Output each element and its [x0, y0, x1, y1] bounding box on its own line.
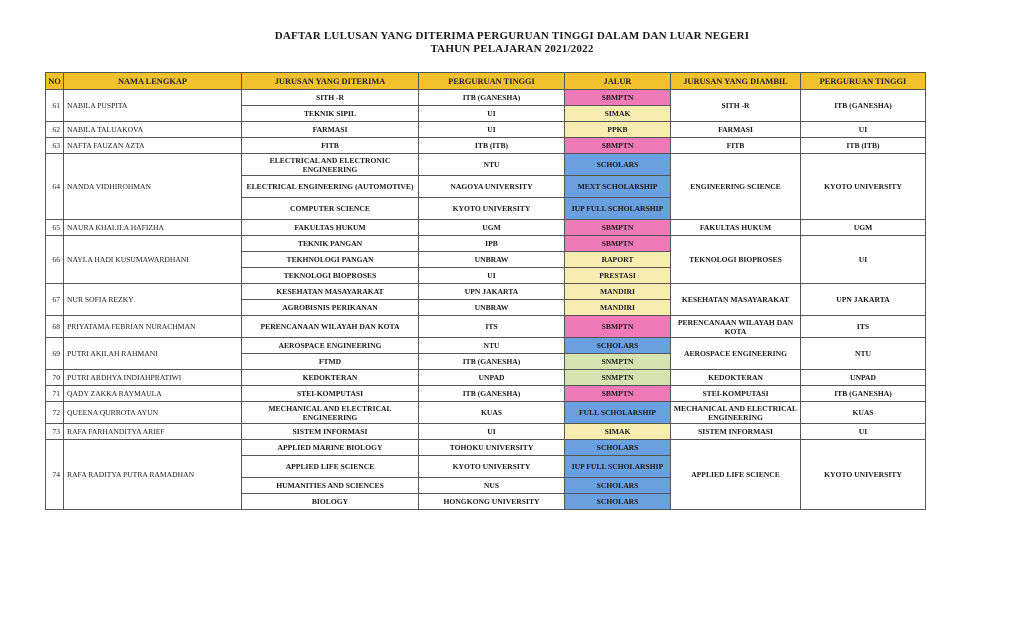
cell-jurusan-diambil: TEKNOLOGI BIOPROSES — [671, 236, 801, 284]
cell-pt-diambil: KUAS — [801, 402, 926, 424]
cell-jurusan-diterima: TEKNIK SIPIL — [242, 106, 419, 122]
cell-perguruan-tinggi: UI — [419, 106, 565, 122]
cell-perguruan-tinggi: UI — [419, 122, 565, 138]
cell-jalur: MANDIRI — [565, 300, 671, 316]
header-no: NO — [46, 73, 64, 90]
header-perguruan-tinggi-diambil: PERGURUAN TINGGI — [801, 73, 926, 90]
cell-jurusan-diterima: SITH -R — [242, 90, 419, 106]
cell-jurusan-diterima: APPLIED MARINE BIOLOGY — [242, 440, 419, 456]
cell-no: 71 — [46, 386, 64, 402]
table-body — [46, 90, 926, 510]
table-row — [46, 122, 926, 138]
cell-nama: PUTRI AKILAH RAHMANI — [64, 338, 242, 370]
cell-perguruan-tinggi: UI — [419, 424, 565, 440]
cell-nama: NAURA KHALILA HAFIZHA — [64, 220, 242, 236]
cell-no: 61 — [46, 90, 64, 122]
cell-perguruan-tinggi: ITB (ITB) — [419, 138, 565, 154]
cell-jalur: IUP FULL SCHOLARSHIP — [565, 456, 671, 478]
cell-jalur: SBMPTN — [565, 236, 671, 252]
cell-pt-diambil: KYOTO UNIVERSITY — [801, 440, 926, 510]
cell-jalur: MEXT SCHOLARSHIP — [565, 176, 671, 198]
table-row — [46, 316, 926, 338]
table-row — [46, 138, 926, 154]
cell-jalur: SBMPTN — [565, 316, 671, 338]
table-row — [46, 370, 926, 386]
cell-jurusan-diterima: SISTEM INFORMASI — [242, 424, 419, 440]
cell-jurusan-diterima: BIOLOGY — [242, 494, 419, 510]
cell-jurusan-diterima: HUMANITIES AND SCIENCES — [242, 478, 419, 494]
cell-no: 65 — [46, 220, 64, 236]
title-line-1: DAFTAR LULUSAN YANG DITERIMA PERGURUAN TINGGI DALAM DAN LUAR NEGERI — [274, 30, 750, 42]
cell-perguruan-tinggi: NTU — [419, 338, 565, 354]
cell-jalur: SCHOLARS — [565, 154, 671, 176]
cell-jurusan-diambil: SITH -R — [671, 90, 801, 122]
cell-jurusan-diterima: KEDOKTERAN — [242, 370, 419, 386]
cell-jalur: SCHOLARS — [565, 494, 671, 510]
cell-jurusan-diambil: STEI-KOMPUTASI — [671, 386, 801, 402]
cell-jurusan-diterima: FTMD — [242, 354, 419, 370]
cell-jurusan-diambil: FARMASI — [671, 122, 801, 138]
cell-jalur: MANDIRI — [565, 284, 671, 300]
cell-no: 68 — [46, 316, 64, 338]
header-jurusan-diambil: JURUSAN YANG DIAMBIL — [671, 73, 801, 90]
cell-jurusan-diambil: KEDOKTERAN — [671, 370, 801, 386]
header-nama: NAMA LENGKAP — [64, 73, 242, 90]
cell-jalur: IUP FULL SCHOLARSHIP — [565, 198, 671, 220]
cell-jurusan-diterima: TEKHNOLOGI PANGAN — [242, 252, 419, 268]
cell-perguruan-tinggi: IPB — [419, 236, 565, 252]
cell-no: 69 — [46, 338, 64, 370]
cell-jalur: PRESTASI — [565, 268, 671, 284]
cell-jurusan-diterima: TEKNIK PANGAN — [242, 236, 419, 252]
cell-pt-diambil: NTU — [801, 338, 926, 370]
cell-jurusan-diambil: AEROSPACE ENGINEERING — [671, 338, 801, 370]
document-title — [0, 30, 1024, 56]
cell-nama: NAYLA HADI KUSUMAWARDHANI — [64, 236, 242, 284]
cell-perguruan-tinggi: TOHOKU UNIVERSITY — [419, 440, 565, 456]
header-jurusan-diterima: JURUSAN YANG DITERIMA — [242, 73, 419, 90]
cell-jurusan-diterima: MECHANICAL AND ELECTRICAL ENGINEERING — [242, 402, 419, 424]
cell-pt-diambil: UI — [801, 122, 926, 138]
cell-pt-diambil: UI — [801, 236, 926, 284]
cell-pt-diambil: ITS — [801, 316, 926, 338]
cell-jurusan-diterima: APPLIED LIFE SCIENCE — [242, 456, 419, 478]
table-row — [46, 440, 926, 456]
cell-perguruan-tinggi: ITB (GANESHA) — [419, 90, 565, 106]
cell-perguruan-tinggi: NTU — [419, 154, 565, 176]
cell-jurusan-diterima: TEKNOLOGI BIOPROSES — [242, 268, 419, 284]
cell-jalur: FULL SCHOLARSHIP — [565, 402, 671, 424]
cell-no: 73 — [46, 424, 64, 440]
cell-nama: QUEENA QURROTA AYUN — [64, 402, 242, 424]
cell-jurusan-diambil: FITB — [671, 138, 801, 154]
cell-perguruan-tinggi: KYOTO UNIVERSITY — [419, 456, 565, 478]
cell-jurusan-diterima: AEROSPACE ENGINEERING — [242, 338, 419, 354]
header-jalur: JALUR — [565, 73, 671, 90]
cell-perguruan-tinggi: UNBRAW — [419, 300, 565, 316]
cell-pt-diambil: UNPAD — [801, 370, 926, 386]
cell-no: 67 — [46, 284, 64, 316]
cell-perguruan-tinggi: NUS — [419, 478, 565, 494]
cell-jalur: SNMPTN — [565, 370, 671, 386]
cell-perguruan-tinggi: KYOTO UNIVERSITY — [419, 198, 565, 220]
cell-pt-diambil: KYOTO UNIVERSITY — [801, 154, 926, 220]
cell-no: 66 — [46, 236, 64, 284]
cell-nama: NABILA PUSPITA — [64, 90, 242, 122]
table-row — [46, 90, 926, 106]
cell-nama: PRIYATAMA FEBRIAN NURACHMAN — [64, 316, 242, 338]
cell-jalur: SBMPTN — [565, 138, 671, 154]
cell-pt-diambil: UI — [801, 424, 926, 440]
cell-nama: QADY ZAKKA RAYMAULA — [64, 386, 242, 402]
cell-jalur: SCHOLARS — [565, 478, 671, 494]
cell-pt-diambil: ITB (GANESHA) — [801, 90, 926, 122]
cell-jalur: SBMPTN — [565, 90, 671, 106]
cell-nama: NAFTA FAUZAN AZTA — [64, 138, 242, 154]
title-line-2: TAHUN PELAJARAN 2021/2022 — [430, 43, 594, 55]
cell-jalur: SNMPTN — [565, 354, 671, 370]
cell-jurusan-diterima: KESEHATAN MASAYARAKAT — [242, 284, 419, 300]
cell-jurusan-diterima: COMPUTER SCIENCE — [242, 198, 419, 220]
cell-perguruan-tinggi: UI — [419, 268, 565, 284]
table-row — [46, 284, 926, 300]
cell-jurusan-diterima: ELECTRICAL AND ELECTRONIC ENGINEERING — [242, 154, 419, 176]
graduates-table — [45, 72, 926, 510]
cell-perguruan-tinggi: HONGKONG UNIVERSITY — [419, 494, 565, 510]
cell-no: 70 — [46, 370, 64, 386]
cell-nama: RAFA FARHANDITYA ARIEF — [64, 424, 242, 440]
cell-nama: NANDA VIDHIROHMAN — [64, 154, 242, 220]
table-row — [46, 424, 926, 440]
cell-perguruan-tinggi: UPN JAKARTA — [419, 284, 565, 300]
cell-perguruan-tinggi: ITB (GANESHA) — [419, 354, 565, 370]
cell-pt-diambil: ITB (GANESHA) — [801, 386, 926, 402]
cell-perguruan-tinggi: KUAS — [419, 402, 565, 424]
cell-jurusan-diambil: MECHANICAL AND ELECTRICAL ENGINEERING — [671, 402, 801, 424]
table-row — [46, 236, 926, 252]
cell-jalur: PPKB — [565, 122, 671, 138]
table-row — [46, 338, 926, 354]
cell-no: 62 — [46, 122, 64, 138]
cell-jalur: SCHOLARS — [565, 440, 671, 456]
cell-perguruan-tinggi: UGM — [419, 220, 565, 236]
cell-perguruan-tinggi: UNPAD — [419, 370, 565, 386]
cell-no: 63 — [46, 138, 64, 154]
cell-jurusan-diterima: ELECTRICAL ENGINEERING (AUTOMOTIVE) — [242, 176, 419, 198]
cell-jalur: RAPORT — [565, 252, 671, 268]
cell-jurusan-diambil: ENGINEERING SCIENCE — [671, 154, 801, 220]
cell-jurusan-diterima: PERENCANAAN WILAYAH DAN KOTA — [242, 316, 419, 338]
cell-perguruan-tinggi: UNBRAW — [419, 252, 565, 268]
cell-pt-diambil: UGM — [801, 220, 926, 236]
cell-nama: NABILA TALUAKOVA — [64, 122, 242, 138]
cell-perguruan-tinggi: NAGOYA UNIVERSITY — [419, 176, 565, 198]
cell-jurusan-diambil: SISTEM INFORMASI — [671, 424, 801, 440]
cell-jurusan-diterima: FARMASI — [242, 122, 419, 138]
cell-no: 72 — [46, 402, 64, 424]
cell-jurusan-diterima: STEI-KOMPUTASI — [242, 386, 419, 402]
cell-jalur: SBMPTN — [565, 386, 671, 402]
cell-jurusan-diambil: KESEHATAN MASAYARAKAT — [671, 284, 801, 316]
table-row — [46, 154, 926, 176]
cell-perguruan-tinggi: ITS — [419, 316, 565, 338]
cell-no: 64 — [46, 154, 64, 220]
cell-jurusan-diambil: PERENCANAAN WILAYAH DAN KOTA — [671, 316, 801, 338]
cell-no: 74 — [46, 440, 64, 510]
table-row — [46, 220, 926, 236]
cell-pt-diambil: UPN JAKARTA — [801, 284, 926, 316]
cell-jalur: SIMAK — [565, 106, 671, 122]
cell-nama: NUR SOFIA REZKY — [64, 284, 242, 316]
cell-jurusan-diambil: APPLIED LIFE SCIENCE — [671, 440, 801, 510]
cell-perguruan-tinggi: ITB (GANESHA) — [419, 386, 565, 402]
cell-jurusan-diterima: AGROBISNIS PERIKANAN — [242, 300, 419, 316]
table-row — [46, 386, 926, 402]
cell-nama: RAFA RADITYA PUTRA RAMADHAN — [64, 440, 242, 510]
cell-nama: PUTRI ARDHYA INDIAHPRATIWI — [64, 370, 242, 386]
cell-pt-diambil: ITB (ITB) — [801, 138, 926, 154]
cell-jalur: SBMPTN — [565, 220, 671, 236]
cell-jalur: SCHOLARS — [565, 338, 671, 354]
header-row — [46, 73, 926, 90]
cell-jalur: SIMAK — [565, 424, 671, 440]
cell-jurusan-diambil: FAKULTAS HUKUM — [671, 220, 801, 236]
cell-jurusan-diterima: FAKULTAS HUKUM — [242, 220, 419, 236]
header-perguruan-tinggi: PERGURUAN TINGGI — [419, 73, 565, 90]
cell-jurusan-diterima: FITB — [242, 138, 419, 154]
table-row — [46, 402, 926, 424]
